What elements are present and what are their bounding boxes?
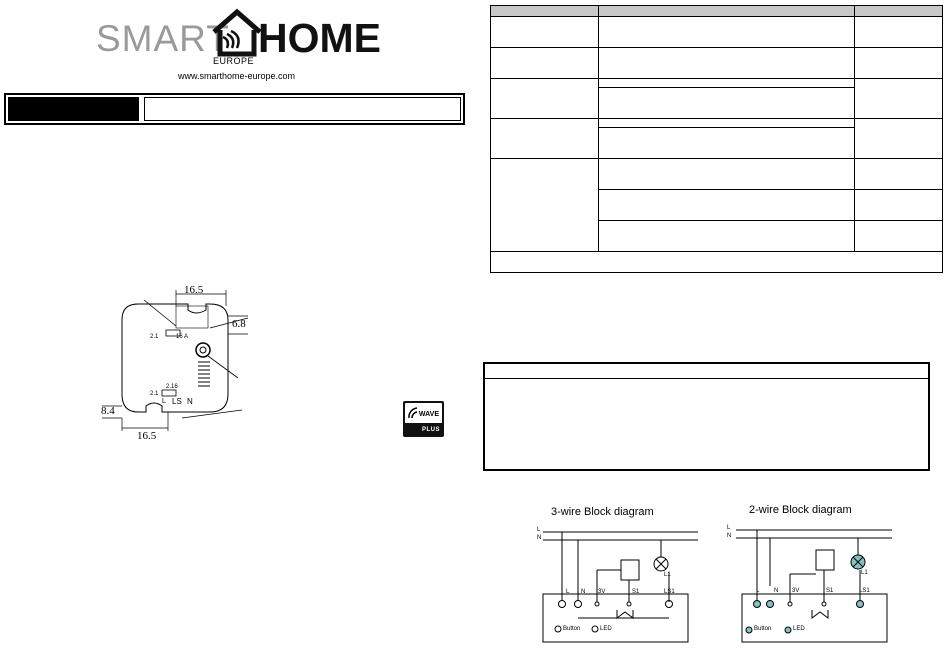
terminal-s1-label: S1 [826, 588, 834, 594]
table-row [491, 48, 943, 79]
table-cell [491, 17, 599, 48]
table-cell [598, 119, 854, 128]
table-row [491, 79, 943, 88]
table-cell [855, 221, 943, 252]
warning-box [483, 362, 930, 471]
table-cell [598, 221, 854, 252]
table-cell [855, 119, 943, 159]
block-diagram-2wire [722, 520, 897, 650]
lamp-l1-label: L1 [861, 570, 868, 576]
table-header-cell [598, 6, 854, 17]
table-row [491, 119, 943, 128]
led-label: LED [793, 626, 805, 632]
warning-box-header [485, 364, 928, 379]
device-dimension-drawing [98, 286, 258, 446]
table-row [491, 159, 943, 190]
label-2-1-bottom: 2.1 [150, 391, 159, 397]
table-cell [598, 159, 854, 190]
zwave-plus-text: PLUS [421, 427, 440, 433]
block-diagram-3wire [533, 522, 703, 650]
logo-home-text: HOME [258, 15, 381, 61]
dim-top: 16.5 [184, 284, 204, 296]
label-16a: 16 A [176, 334, 189, 340]
table-cell [855, 159, 943, 190]
table-note-cell [491, 252, 943, 273]
table-cell [598, 48, 854, 79]
terminal-3v-label: 3V [598, 589, 606, 595]
table-header-row [491, 6, 943, 17]
dim-left: 8.4 [101, 405, 115, 417]
table-row [491, 17, 943, 48]
terminal-l-label: L [756, 588, 760, 594]
led-label: LED [600, 626, 612, 632]
button-label: Button [563, 626, 581, 632]
line-n-label: N [727, 533, 732, 539]
line-n-label: N [537, 535, 542, 541]
table-cell [598, 128, 854, 159]
label-l-terminal: L [162, 398, 166, 405]
label-n-terminal: N [187, 397, 193, 406]
table-cell [491, 48, 599, 79]
table-cell [598, 79, 854, 88]
dim-right: 6.8 [232, 318, 246, 330]
terminal-ls1-label: LS1 [859, 588, 870, 594]
table-header-cell [855, 6, 943, 17]
specification-table [490, 5, 943, 273]
terminal-n-label: N [774, 588, 779, 594]
diagram-title-3wire: 3-wire Block diagram [551, 506, 654, 518]
label-2-1-top: 2.1 [150, 334, 159, 340]
table-cell [491, 159, 599, 252]
table-header-cell [491, 6, 599, 17]
label-ls-terminal: LS [172, 397, 182, 406]
table-cell [855, 79, 943, 119]
terminal-ls1-label: LS1 [664, 589, 675, 595]
label-2-16: 2.16 [166, 384, 178, 390]
logo-smart-text: SMART [96, 18, 230, 59]
website-url: www.smarthome-europe.com [178, 71, 296, 81]
diagram-title-2wire: 2-wire Block diagram [749, 504, 852, 516]
zwave-plus-badge [403, 401, 444, 437]
title-black-block [8, 97, 139, 121]
table-cell [855, 190, 943, 221]
table-cell [598, 190, 854, 221]
lamp-l1-label: L1 [664, 572, 671, 578]
dim-bottom: 16.5 [137, 430, 157, 442]
table-cell [855, 48, 943, 79]
table-cell [598, 17, 854, 48]
table-cell [491, 119, 599, 159]
zwave-wave-text: WAVE [418, 411, 439, 418]
table-note-row [491, 252, 943, 273]
logo-europe-text: EUROPE [213, 56, 255, 66]
terminal-l-label: L [566, 589, 570, 595]
table-cell [855, 17, 943, 48]
house-logo-icon [210, 8, 264, 58]
line-l-label: L [537, 527, 541, 533]
title-white-block [144, 97, 461, 121]
line-l-label: L [727, 525, 731, 531]
terminal-3v-label: 3V [792, 588, 800, 594]
table-cell [598, 88, 854, 119]
title-bar [4, 93, 465, 125]
button-label: Button [754, 626, 772, 632]
table-cell [491, 79, 599, 119]
terminal-n-label: N [581, 589, 586, 595]
zwave-logo-icon [407, 406, 419, 420]
zwave-badge-top [405, 403, 442, 423]
terminal-s1-label: S1 [632, 589, 640, 595]
